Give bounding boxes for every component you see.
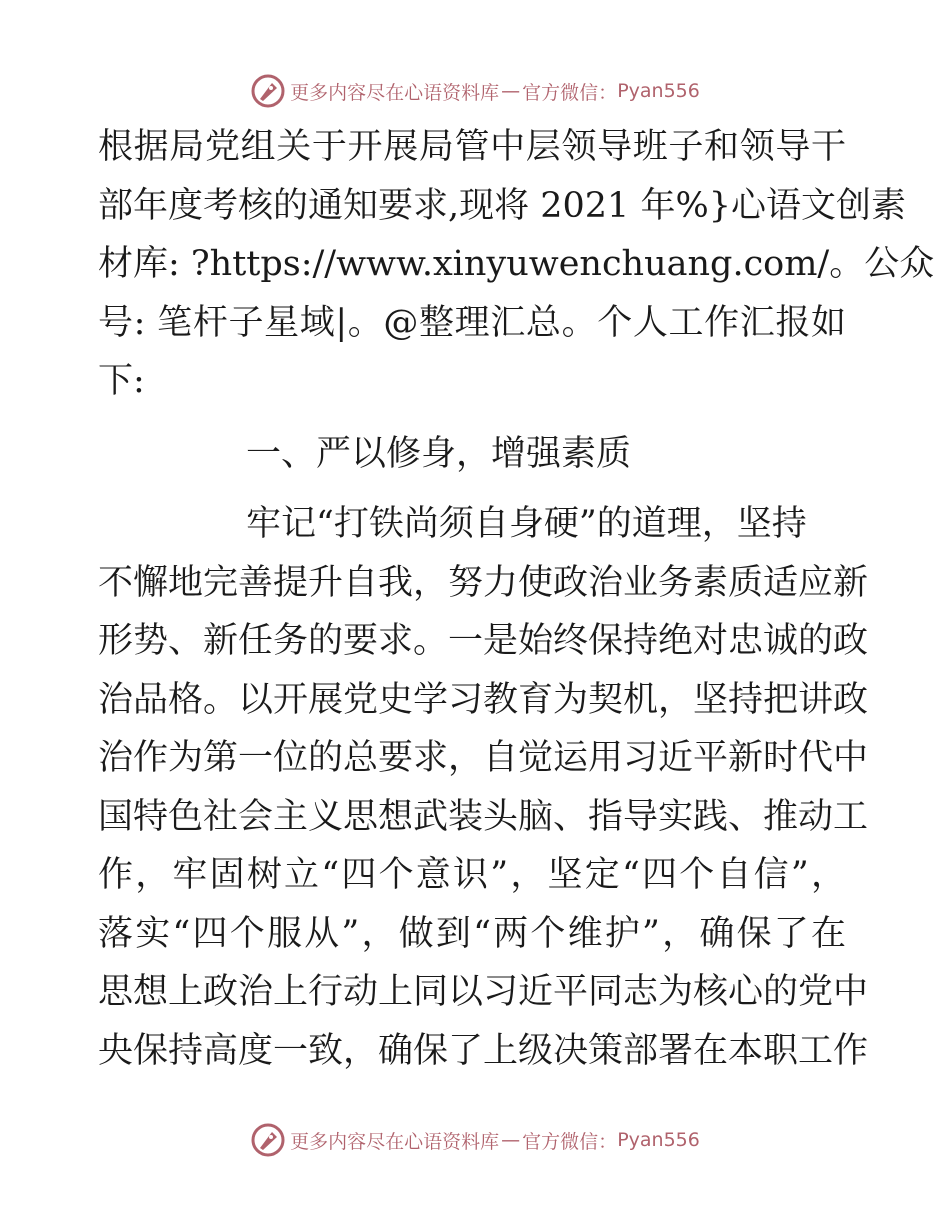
intro-line: 号: 笔杆子星域|。@整理汇总。个人工作汇报如 [98, 302, 846, 343]
intro-line: 下: [98, 361, 145, 401]
watermark-separator: — [501, 80, 521, 102]
paragraph-line: 思想上政治上行动上同以习近平同志为核心的党中 [98, 972, 869, 1012]
paragraph-line: 牢记“打铁尚须自身硬”的道理，坚持 [246, 504, 807, 544]
paragraph-line: 央保持高度一致，确保了上级决策部署在本职工作 [98, 1030, 869, 1071]
intro-line: 材库: ?https://www.xinyuwenchuang.com/。公众 [98, 244, 935, 284]
watermark-contact-label: 官方微信： [522, 81, 618, 104]
pen-nib-logo-icon [250, 73, 286, 109]
paragraph-line: 治作为第一位的总要求，自觉运用习近平新时代中 [98, 738, 869, 778]
watermark-contact-label: 官方微信： [522, 1130, 618, 1153]
pen-nib-logo-icon [250, 1122, 286, 1158]
watermark-footer [0, 1122, 950, 1158]
watermark-contact-id: Pyan556 [617, 80, 700, 102]
paragraph-line: 形势、新任务的要求。一是始终保持绝对忠诚的政 [98, 621, 869, 661]
intro-line: 部年度考核的通知要求,现将 2021 年%}心语文创素 [98, 185, 906, 226]
paragraph-line: 作，牢固树立“四个意识”，坚定“四个自信”， [98, 855, 846, 895]
watermark-contact-id: Pyan556 [617, 1129, 700, 1151]
watermark-separator: — [501, 1129, 521, 1151]
watermark-text: 更多内容尽在心语资料库 [290, 1130, 500, 1153]
paragraph-line: 落实“四个服从”，做到“两个维护”，确保了在 [98, 913, 846, 954]
paragraph-line: 不懈地完善提升自我，努力使政治业务素质适应新 [98, 562, 869, 603]
paragraph-line: 国特色社会主义思想武装头脑、指导实践、推动工 [98, 796, 869, 837]
watermark-header [0, 73, 950, 109]
intro-line: 根据局党组关于开展局管中层领导班子和领导干 [98, 127, 846, 167]
document-body [98, 118, 935, 1080]
paragraph-line: 治品格。以开展党史学习教育为契机，坚持把讲政 [98, 679, 869, 720]
section-heading: 一、严以修身，增强素质 [246, 433, 632, 474]
watermark-text: 更多内容尽在心语资料库 [290, 81, 500, 104]
